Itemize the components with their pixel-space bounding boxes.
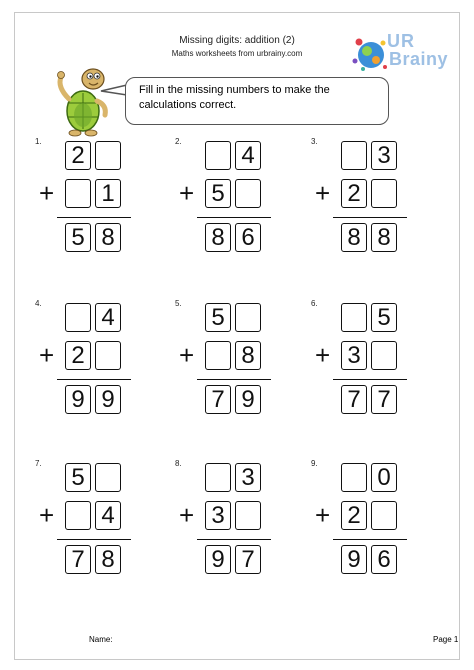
page-number: Page 1: [433, 635, 459, 644]
worksheet-title: Missing digits: addition (2): [179, 35, 295, 46]
urbrainy-logo: [349, 31, 449, 75]
bottom-number-blank-box[interactable]: [235, 179, 261, 208]
answer-number-digit-box: 7: [65, 545, 91, 574]
problem-number: 1.: [35, 137, 42, 146]
logo-text-ur: UR: [387, 31, 415, 51]
problem-number: 3.: [311, 137, 318, 146]
bottom-number-digit-box: 1: [95, 179, 121, 208]
answer-number-digit-box: 9: [205, 545, 231, 574]
top-number-digit-box: 5: [65, 463, 91, 492]
problem-2: [175, 137, 305, 287]
answer-number-digit-box: 8: [95, 545, 121, 574]
problem-6: [311, 299, 441, 449]
top-number-digit-box: 5: [371, 303, 397, 332]
top-number-blank-box[interactable]: [341, 463, 367, 492]
top-number-blank-box[interactable]: [95, 141, 121, 170]
answer-number-digit-box: 6: [235, 223, 261, 252]
problem-5: [175, 299, 305, 449]
plus-sign: +: [39, 500, 55, 530]
top-number-digit-box: 0: [371, 463, 397, 492]
name-label: Name:: [89, 635, 113, 644]
urbrainy-globe-icon: [349, 31, 389, 75]
sum-line: [57, 379, 131, 380]
problem-number: 4.: [35, 299, 42, 308]
problem-number: 2.: [175, 137, 182, 146]
answer-number-digit-box: 8: [205, 223, 231, 252]
worksheet-page: [14, 12, 460, 660]
bottom-number-digit-box: 2: [65, 341, 91, 370]
top-number-blank-box[interactable]: [235, 303, 261, 332]
problem-number: 9.: [311, 459, 318, 468]
plus-sign: +: [179, 500, 195, 530]
worksheet-subtitle: Maths worksheets from urbrainy.com: [171, 49, 303, 58]
bottom-number-digit-box: 3: [341, 341, 367, 370]
plus-sign: +: [315, 500, 331, 530]
problem-1: [35, 137, 165, 287]
answer-number-digit-box: 7: [341, 385, 367, 414]
answer-number-digit-box: 7: [205, 385, 231, 414]
top-number-blank-box[interactable]: [341, 303, 367, 332]
top-number-digit-box: 4: [235, 141, 261, 170]
bottom-number-digit-box: 3: [205, 501, 231, 530]
answer-number-digit-box: 7: [371, 385, 397, 414]
problem-7: [35, 459, 165, 609]
answer-number-digit-box: 9: [95, 385, 121, 414]
top-number-digit-box: 3: [235, 463, 261, 492]
bottom-number-digit-box: 4: [95, 501, 121, 530]
sum-line: [197, 539, 271, 540]
problem-8: [175, 459, 305, 609]
logo-text-brainy: Brainy: [389, 49, 449, 69]
plus-sign: +: [39, 340, 55, 370]
bottom-number-blank-box[interactable]: [371, 501, 397, 530]
problem-number: 6.: [311, 299, 318, 308]
top-number-blank-box[interactable]: [65, 303, 91, 332]
sum-line: [57, 539, 131, 540]
bottom-number-blank-box[interactable]: [371, 179, 397, 208]
top-number-digit-box: 3: [371, 141, 397, 170]
plus-sign: +: [315, 340, 331, 370]
bottom-number-blank-box[interactable]: [95, 341, 121, 370]
top-number-blank-box[interactable]: [205, 141, 231, 170]
plus-sign: +: [179, 178, 195, 208]
answer-number-digit-box: 9: [65, 385, 91, 414]
sum-line: [333, 217, 407, 218]
bottom-number-blank-box[interactable]: [65, 501, 91, 530]
plus-sign: +: [39, 178, 55, 208]
problem-3: [311, 137, 441, 287]
bottom-number-digit-box: 2: [341, 501, 367, 530]
bottom-number-digit-box: 8: [235, 341, 261, 370]
problem-4: [35, 299, 165, 449]
bottom-number-blank-box[interactable]: [235, 501, 261, 530]
top-number-digit-box: 4: [95, 303, 121, 332]
plus-sign: +: [315, 178, 331, 208]
bottom-number-blank-box[interactable]: [205, 341, 231, 370]
problem-number: 7.: [35, 459, 42, 468]
sum-line: [333, 539, 407, 540]
sum-line: [333, 379, 407, 380]
answer-number-digit-box: 9: [341, 545, 367, 574]
top-number-blank-box[interactable]: [95, 463, 121, 492]
bottom-number-digit-box: 2: [341, 179, 367, 208]
instruction-text: Fill in the missing numbers to make the calculations correct.: [139, 84, 330, 111]
bottom-number-digit-box: 5: [205, 179, 231, 208]
problem-number: 8.: [175, 459, 182, 468]
sum-line: [197, 379, 271, 380]
answer-number-digit-box: 8: [95, 223, 121, 252]
top-number-blank-box[interactable]: [205, 463, 231, 492]
plus-sign: +: [179, 340, 195, 370]
answer-number-digit-box: 8: [341, 223, 367, 252]
answer-number-digit-box: 7: [235, 545, 261, 574]
answer-number-digit-box: 9: [235, 385, 261, 414]
bottom-number-blank-box[interactable]: [65, 179, 91, 208]
top-number-digit-box: 5: [205, 303, 231, 332]
sum-line: [197, 217, 271, 218]
problem-9: [311, 459, 441, 609]
answer-number-digit-box: 6: [371, 545, 397, 574]
top-number-digit-box: 2: [65, 141, 91, 170]
answer-number-digit-box: 8: [371, 223, 397, 252]
answer-number-digit-box: 5: [65, 223, 91, 252]
top-number-blank-box[interactable]: [341, 141, 367, 170]
sum-line: [57, 217, 131, 218]
problem-number: 5.: [175, 299, 182, 308]
bottom-number-blank-box[interactable]: [371, 341, 397, 370]
